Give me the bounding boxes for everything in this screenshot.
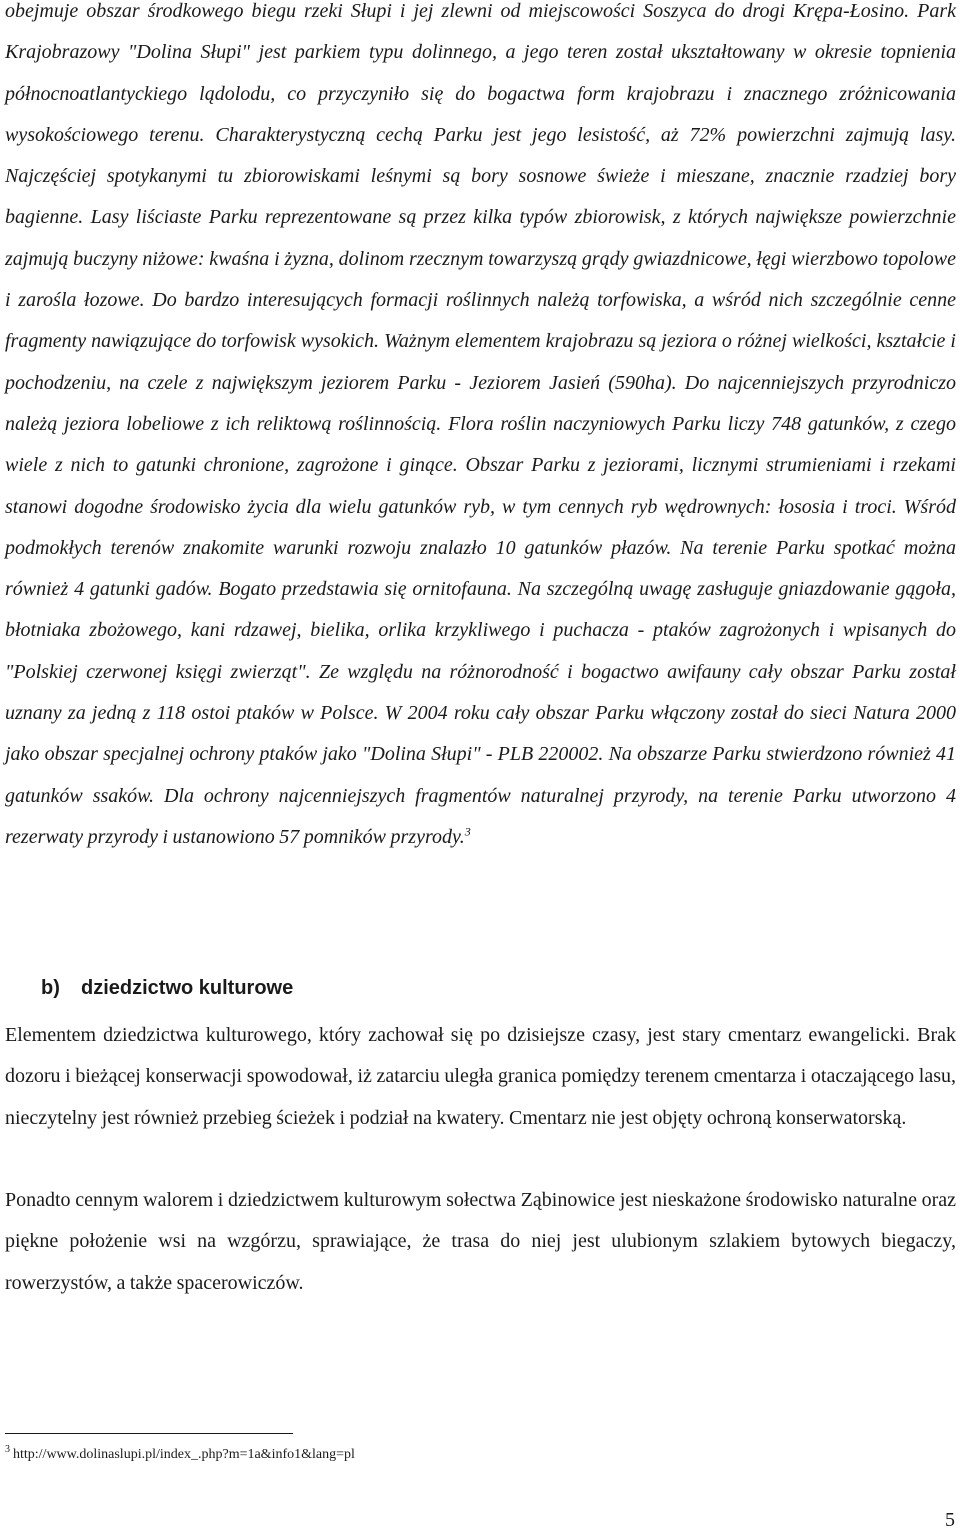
landscape-paragraph: Ponadto cennym walorem i dziedzictwem kulturowym sołectwa Ząbinowice jest nieskażone środowisko naturalne oraz piękne położenie wsi na wzgórzu, sprawiające, że trasa do niej jest ulubionym szlakiem bytowych biegaczy, rowerzystów, a także spacerowiczów. bbox=[5, 1189, 956, 1294]
section-heading bbox=[41, 973, 293, 1003]
footnote-mark: 3 bbox=[5, 1444, 10, 1456]
footnote-divider bbox=[5, 1433, 293, 1434]
cemetery-paragraph: Elementem dziedzictwa kulturowego, który zachował się po dzisiejsze czasy, jest stary cmentarz ewangelicki. Brak dozoru i bieżącej konserwacji spowodował, iż zatarciu uległa granica pomiędzy terenem cmentarza i otaczającego lasu, nieczytelny jest również przebieg ścieżek i podział na kwatery. Cmentarz nie jest objęty ochroną konserwatorską. bbox=[5, 1024, 956, 1129]
footnote-reference: 3 bbox=[464, 824, 471, 839]
section-title: dziedzictwo kulturowe bbox=[81, 977, 294, 999]
footnote-text: http://www.dolinaslupi.pl/index_.php?m=1a&info1&lang=pl bbox=[13, 1447, 355, 1462]
footnote bbox=[5, 1446, 355, 1464]
park-description-text: obejmuje obszar środkowego biegu rzeki Słupi i jej zlewni od miejscowości Soszyca do drogi Krępa-Łosino. Park Krajobrazowy "Dolina Słupi" jest parkiem typu dolinnego, a jego teren został ukształtowany w okresie topnienia północnoatlantyckiego lądolodu, co przyczyniło się do bogactwa form krajobrazu i znacznego zróżnicowania wysokościowego terenu. Charakterystyczną cechą Parku jest jego lesistość, aż 72% powierzchni zajmują lasy. Najczęściej spotykanymi tu zbiorowiskami leśnymi są bory sosnowe świeże i mieszane, znacznie rzadziej bory bagienne. Lasy liściaste Parku reprezentowane są przez kilka typów zbiorowisk, z których największe powierzchnie zajmują buczyny niżowe: kwaśna i żyzna, dolinom rzecznym towarzyszą grądy gwiazdnicowe, łęgi wierzbowo topolowe i zarośla łozowe. Do bardzo interesujących formacji roślinnych należą torfowiska, a wśród nich szczególnie cenne fragmenty nawiązujące do torfowisk wysokich. Ważnym elementem krajobrazu są jeziora o różnej wielkości, kształcie i pochodzeniu, na czele z największym jeziorem Parku - Jeziorem Jasień (590ha). Do najcenniejszych przyrodniczo należą jeziora lobeliowe z ich reliktową roślinnością. Flora roślin naczyniowych Parku liczy 748 gatunków, z czego wiele z nich to gatunki chronione, zagrożone i ginące. Obszar Parku z jeziorami, licznymi strumieniami i rzekami stanowi dogodne środowisko życia dla wielu gatunków ryb, w tym cennych ryb wędrownych: łososia i troci. Wśród podmokłych terenów znakomite warunki rozwoju znalazło 10 gatunków płazów. Na terenie Parku spotkać można również 4 gatunki gadów. Bogato przedstawia się ornitofauna. Na szczególną uwagę zasługuje gniazdowanie gągoła, błotniaka zbożowego, kani rdzawej, bielika, orlika krzykliwego i puchacza - ptaków zagrożonych i wpisanych do "Polskiej czerwonej księgi zwierząt". Ze względu na różnorodność i bogactwo awifauny cały obszar Parku został uznany za jedną z 118 ostoi ptaków w Polsce. W 2004 roku cały obszar Parku włączony został do sieci Natura 2000 jako obszar specjalnej ochrony ptaków jako "Dolina Słupi" - PLB 220002. Na obszarze Parku stwierdzono również 41 gatunków ssaków. Dla ochrony najcenniejszych fragmentów naturalnej przyrody, na terenie Parku utworzono 4 rezerwaty przyrody i ustanowiono 57 pomników przyrody. bbox=[5, 0, 956, 848]
park-description-paragraph bbox=[5, 0, 956, 858]
page-number: 5 bbox=[945, 1509, 955, 1531]
section-marker: b) bbox=[41, 977, 60, 999]
